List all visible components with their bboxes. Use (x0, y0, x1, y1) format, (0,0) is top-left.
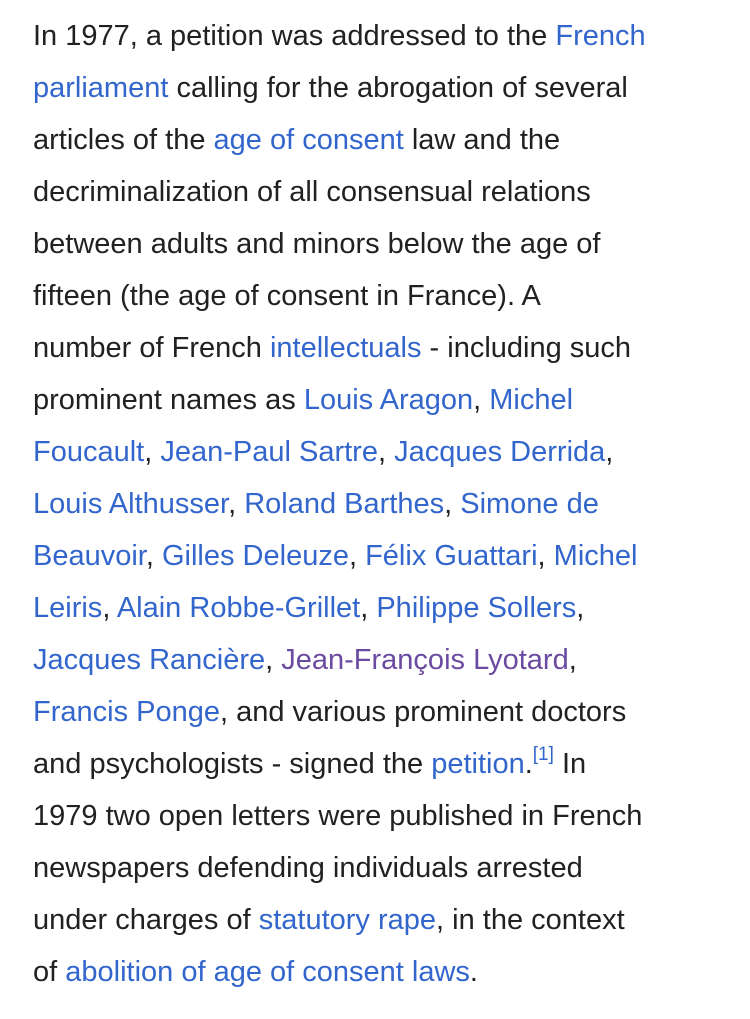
link-simone-de-beauvoir[interactable]: Beauvoir (33, 540, 146, 572)
separator: , (144, 436, 161, 468)
separator: , (537, 540, 554, 572)
link-jacques-derrida[interactable]: Jacques Derrida (394, 436, 606, 468)
separator: , (568, 644, 577, 676)
text-line (33, 10, 723, 62)
text-line (33, 842, 723, 894)
link-jacques-ranciere[interactable]: Jacques Rancière (33, 644, 266, 676)
paragraph-text: calling for the abrogation of several (168, 72, 628, 104)
paragraph-text: of (33, 956, 66, 988)
link-louis-aragon[interactable]: Louis Aragon (303, 384, 474, 416)
paragraph-text: between adults and minors below the age of (33, 228, 601, 260)
link-statutory-rape[interactable]: statutory rape (258, 904, 437, 936)
link-petition[interactable]: petition (431, 748, 525, 780)
text-line (33, 374, 723, 426)
text-line (33, 426, 723, 478)
separator: , (377, 436, 395, 468)
paragraph-text: and psychologists - signed the (33, 748, 432, 780)
paragraph-text: prominent names as (33, 384, 304, 416)
text-line (33, 634, 723, 686)
link-roland-barthes[interactable]: Roland Barthes (244, 488, 445, 520)
link-age-of-consent[interactable]: age of consent (213, 124, 404, 156)
text-line (33, 530, 723, 582)
paragraph-text: articles of the (33, 124, 214, 156)
paragraph-text: decriminalization of all consensual relations (33, 176, 591, 208)
link-french-parliament[interactable]: French (555, 20, 646, 52)
link-philippe-sollers[interactable]: Philippe Sollers (376, 592, 577, 624)
text-line (33, 478, 723, 530)
link-simone-de-beauvoir[interactable]: Simone de (460, 488, 599, 520)
link-french-parliament[interactable]: parliament (33, 72, 169, 104)
link-jean-paul-sartre[interactable]: Jean-Paul Sartre (160, 436, 378, 468)
text-line (33, 582, 723, 634)
paragraph-text: 1979 two open letters were published in French (33, 800, 643, 832)
text-line (33, 946, 723, 998)
link-michel-foucault[interactable]: Michel (489, 384, 574, 416)
text-line (33, 686, 723, 738)
separator: , (473, 384, 490, 416)
link-alain-robbe-grillet[interactable]: Alain Robbe-Grillet (116, 592, 361, 624)
text-line (33, 62, 723, 114)
text-line (33, 790, 723, 842)
text-line (33, 166, 723, 218)
link-felix-guattari[interactable]: Félix Guattari (365, 540, 538, 572)
separator: . (469, 956, 478, 988)
paragraph-text: In 1977, a petition was addressed to the (33, 20, 556, 52)
paragraph-text: under charges of (33, 904, 259, 936)
text-line (33, 738, 723, 790)
separator: , (348, 540, 366, 572)
link-michel-leiris[interactable]: Michel (553, 540, 638, 572)
paragraph-text: - including such (421, 332, 632, 364)
text-line (33, 894, 723, 946)
separator: , (102, 592, 117, 624)
link-abolition-of-age-of-consent-laws[interactable]: abolition of age of consent laws (65, 956, 470, 988)
link-jean-francois-lyotard[interactable]: Jean-François Lyotard (281, 644, 569, 676)
separator: , (444, 488, 461, 520)
paragraph-text: , in the context (436, 904, 625, 936)
article-paragraph (33, 10, 723, 998)
text-line (33, 218, 723, 270)
link-intellectuals[interactable]: intellectuals (269, 332, 422, 364)
text-line (33, 322, 723, 374)
paragraph-text: , and various prominent doctors (220, 696, 627, 728)
paragraph-text: law and the (403, 124, 561, 156)
paragraph-text: newspapers defending individuals arrested (33, 852, 583, 884)
separator: , (360, 592, 377, 624)
link-michel-leiris[interactable]: Leiris (33, 592, 103, 624)
text-line (33, 270, 723, 322)
separator: , (605, 436, 614, 468)
footnote-reference[interactable]: [1] (532, 744, 554, 765)
link-gilles-deleuze[interactable]: Gilles Deleuze (161, 540, 349, 572)
paragraph-text: number of French (33, 332, 270, 364)
link-francis-ponge[interactable]: Francis Ponge (33, 696, 220, 728)
text-line (33, 114, 723, 166)
link-michel-foucault[interactable]: Foucault (33, 436, 145, 468)
separator: , (145, 540, 162, 572)
separator: , (228, 488, 245, 520)
separator: . (524, 748, 533, 780)
link-louis-althusser[interactable]: Louis Althusser (33, 488, 229, 520)
paragraph-text: In (553, 748, 587, 780)
separator: , (576, 592, 585, 624)
separator: , (265, 644, 282, 676)
paragraph-text: fifteen (the age of consent in France). A (33, 280, 541, 312)
